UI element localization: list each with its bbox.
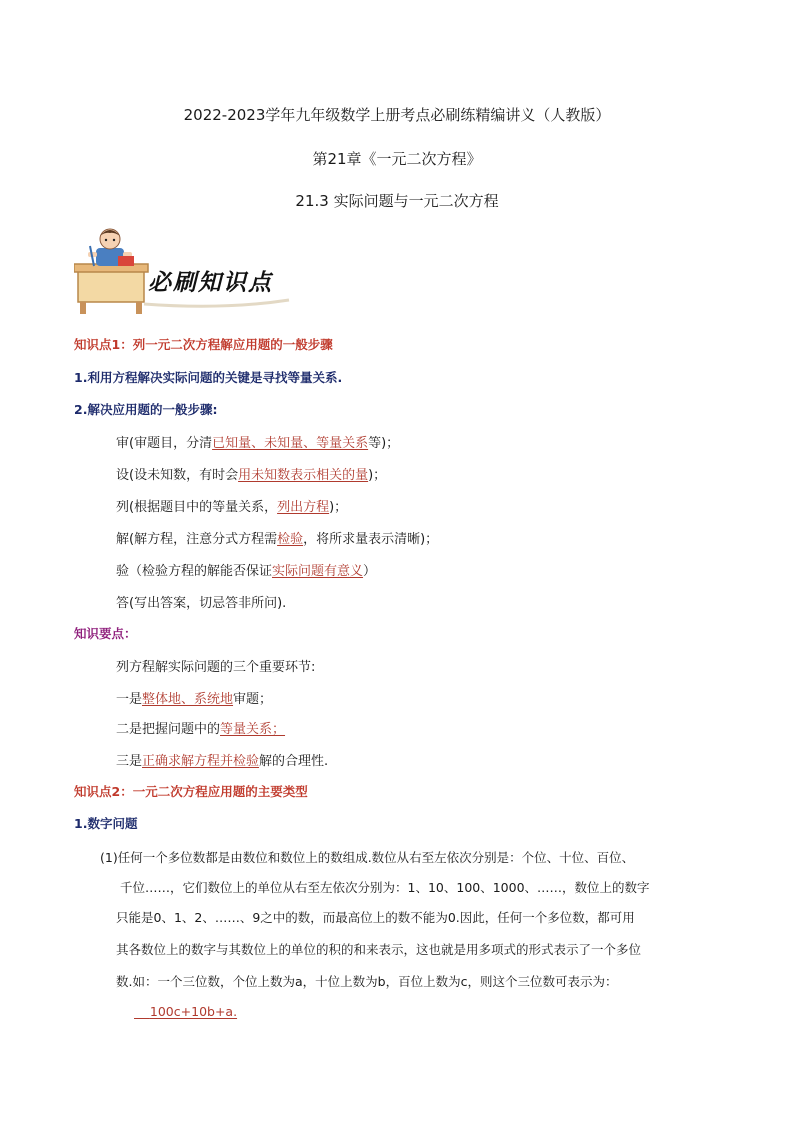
step-set-text: 设(设未知数，有时会 — [116, 468, 239, 483]
answer-value — [134, 1004, 237, 1019]
key-point-3 — [116, 750, 328, 769]
k2-paragraph-line-3: 只能是0、1、2、……、9之中的数，而最高位上的数不能为0.因此，任何一个多位数，都可用 — [116, 910, 635, 925]
k2-paragraph-line-5: 数.如：一个三位数，个位上数为a，十位上数为b，百位上数为c，则这个三位数可表示为： — [116, 974, 618, 989]
step-verify — [116, 560, 376, 579]
key-point-2-underline: 等量关系； — [220, 722, 286, 737]
step-review-end: 等)； — [368, 436, 400, 451]
k2-paragraph-line-4: 其各数位上的数字与其数位上的单位的积的和来表示，这也就是用多项式的形式表示了一个多位 — [116, 942, 642, 957]
step-verify-underline: 实际问题有意义 — [272, 564, 364, 579]
knowledge-point-2-heading: 知识点2：一元二次方程应用题的主要类型 — [74, 784, 308, 799]
key-point-3-text: 三是 — [116, 754, 143, 769]
k2-paragraph-line-1: (1)任何一个多位数都是由数位和数位上的数组成.数位从右至左依次分别是：个位、十位、百位、 — [100, 850, 635, 865]
banner-label: 必刷知识点 — [148, 269, 273, 296]
step-review-text: 审(审题目，分清 — [116, 436, 213, 451]
step-set-end: )； — [368, 468, 387, 483]
chapter-title: 第21章《一元二次方程》 — [312, 150, 482, 168]
step-list-underline: 列出方程 — [277, 500, 330, 515]
k2-paragraph-line-2: 千位……，它们数位上的单位从右至左依次分别为：1、10、100、1000、……，数位上的数字 — [120, 880, 650, 895]
document-title: 2022-2023学年九年级数学上册考点必刷练精编讲义（人教版） — [183, 106, 611, 124]
step-verify-end: ） — [363, 564, 377, 579]
step-solve-text: 解(解方程，注意分式方程需 — [116, 532, 278, 547]
step-set-underline: 用未知数表示相关的量 — [238, 468, 369, 483]
step-list — [116, 496, 347, 515]
key-points-heading: 知识要点： — [74, 626, 137, 641]
k1-item-1: 1.利用方程解决实际问题的关键是寻找等量关系. — [74, 370, 343, 385]
k1-item-2: 2.解决应用题的一般步骤: — [74, 402, 218, 417]
key-point-1 — [116, 688, 272, 707]
step-solve — [116, 528, 438, 547]
key-point-2 — [116, 718, 285, 737]
answer-text: 100c+10b+a. — [149, 1004, 238, 1019]
key-point-1-text: 一是 — [116, 692, 143, 707]
key-point-3-underline: 正确求解方程并检验 — [142, 754, 260, 769]
key-point-1-underline: 整体地、系统地 — [142, 692, 234, 707]
step-verify-text: 验（检验方程的解能否保证 — [116, 564, 273, 579]
key-point-1-end: 审题； — [233, 692, 273, 707]
key-point-3-end: 解的合理性. — [259, 754, 329, 769]
knowledge-point-1-heading: 知识点1：列一元二次方程解应用题的一般步骤 — [74, 337, 333, 352]
step-solve-underline: 检验 — [277, 532, 304, 547]
step-list-end: )； — [329, 500, 348, 515]
k2-sub-heading: 1.数字问题 — [74, 816, 138, 831]
key-points-intro: 列方程解实际问题的三个重要环节: — [116, 660, 316, 675]
step-review-underline: 已知量、未知量、等量关系 — [212, 436, 369, 451]
step-solve-end: ，将所求量表示清晰)； — [303, 532, 439, 547]
step-list-text: 列(根据题目中的等量关系， — [116, 500, 278, 515]
step-set — [116, 464, 386, 483]
step-review — [116, 432, 399, 451]
answer-blank — [134, 1004, 237, 1019]
key-point-2-text: 二是把握问题中的 — [116, 722, 221, 737]
step-answer: 答(写出答案，切忌答非所问). — [116, 596, 287, 611]
section-title: 21.3 实际问题与一元二次方程 — [295, 192, 499, 210]
